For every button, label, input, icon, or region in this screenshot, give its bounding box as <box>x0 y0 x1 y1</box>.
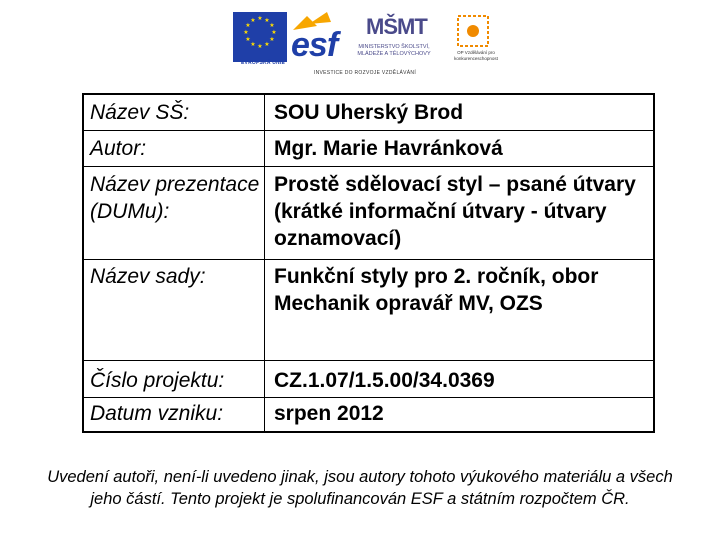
project-info-table <box>82 93 655 433</box>
row-value: Mgr. Marie Havránková <box>274 137 503 160</box>
svg-text:★: ★ <box>271 29 277 36</box>
row-divider <box>84 166 653 167</box>
svg-text:★: ★ <box>257 15 263 22</box>
svg-text:★: ★ <box>245 36 251 43</box>
row-value: srpen 2012 <box>274 402 384 425</box>
row-value: Funkční styly pro 2. ročník, obor Mechanik opravář MV, OZS <box>274 265 599 315</box>
row-value: Prostě sdělovací styl – psané útvary (krátké informační útvary - útvary oznamovací) <box>274 173 636 250</box>
svg-text:★: ★ <box>269 22 275 29</box>
row-divider <box>84 397 653 398</box>
logo-banner <box>230 12 500 78</box>
msmt-caption: MINISTERSTVO ŠKOLSTVÍ, MLÁDEŽE A TĚLOVÝCHOVY <box>357 44 431 57</box>
row-value: SOU Uherský Brod <box>274 101 464 124</box>
row-label: Název prezentace (DUMu): <box>90 173 260 223</box>
row-label: Autor: <box>90 137 147 160</box>
row-divider <box>84 259 653 260</box>
row-label: Název SŠ: <box>90 101 190 124</box>
column-divider <box>264 95 265 431</box>
esf-logo <box>287 12 341 62</box>
invest-caption: INVESTICE DO ROZVOJE VZDĚLÁVÁNÍ <box>313 70 417 76</box>
svg-text:★: ★ <box>269 36 275 43</box>
row-divider <box>84 360 653 361</box>
esf-wordmark: esf <box>291 26 338 64</box>
row-label: Název sady: <box>90 265 206 288</box>
op-vk-logo <box>448 12 500 68</box>
msmt-logo <box>348 12 438 68</box>
row-divider <box>84 130 653 131</box>
row-label: Datum vzniku: <box>90 402 224 425</box>
svg-text:★: ★ <box>250 17 256 24</box>
svg-text:★: ★ <box>264 17 270 24</box>
funding-disclaimer: Uvedení autoři, není-li uvedeno jinak, jsou autory tohoto výukového materiálu a všech jeho částí. Tento projekt je spolufinancován ESF a státním rozpočtem ČR. <box>47 468 673 508</box>
row-value: CZ.1.07/1.5.00/34.0369 <box>274 369 495 392</box>
svg-text:★: ★ <box>250 41 256 48</box>
op-caption: OP Vzdělávání pro konkurenceschopnost <box>454 50 498 61</box>
svg-text:★: ★ <box>264 41 270 48</box>
svg-text:★: ★ <box>243 29 249 36</box>
row-label: Číslo projektu: <box>90 369 225 392</box>
eu-caption: EVROPSKÁ UNIE <box>241 60 285 66</box>
eu-flag-logo <box>233 12 287 66</box>
svg-text:★: ★ <box>257 43 263 50</box>
msmt-mark: MŠMT <box>366 14 427 39</box>
svg-text:★: ★ <box>245 22 251 29</box>
